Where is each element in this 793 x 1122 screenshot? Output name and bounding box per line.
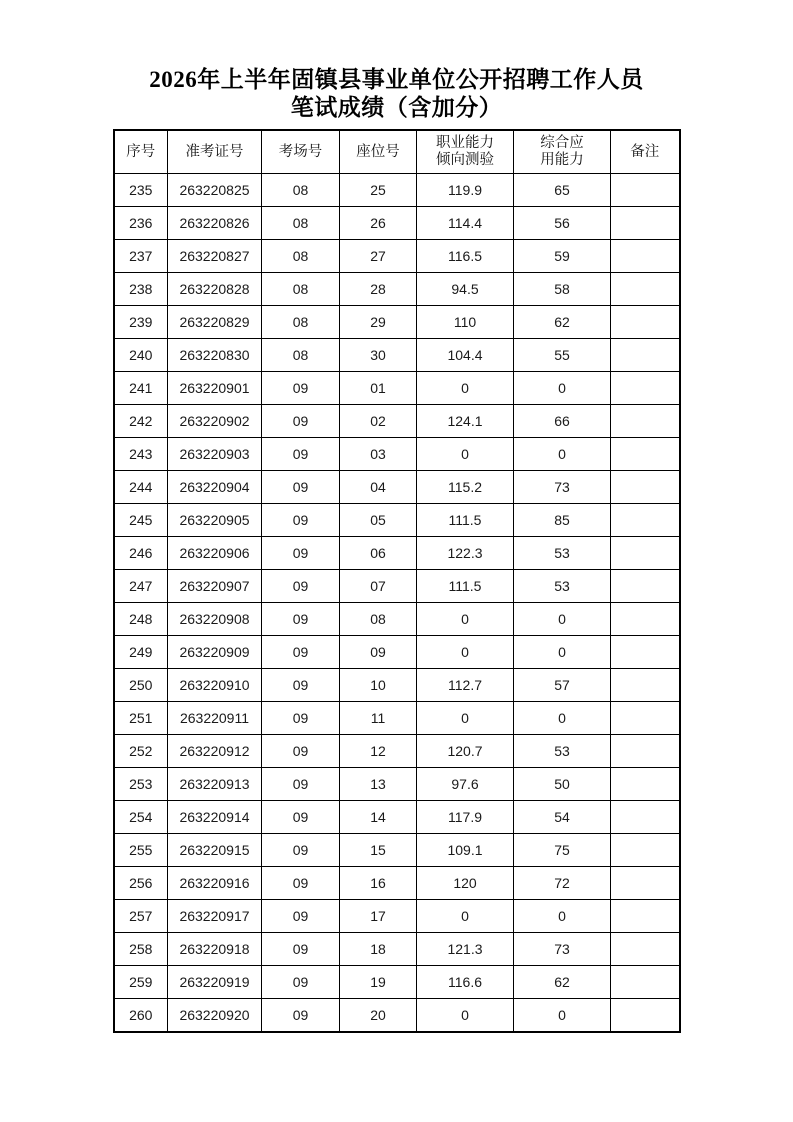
cell-occupational-aptitude-test: 97.6 bbox=[417, 768, 514, 801]
cell-exam-room-number: 09 bbox=[262, 636, 340, 669]
table-row bbox=[114, 174, 680, 207]
cell-admission-ticket-number: 263220903 bbox=[168, 438, 262, 471]
cell-exam-room-number: 09 bbox=[262, 372, 340, 405]
table-row bbox=[114, 636, 680, 669]
cell-serial-number: 242 bbox=[114, 405, 168, 438]
cell-serial-number: 244 bbox=[114, 471, 168, 504]
cell-comprehensive-application-ability: 56 bbox=[514, 207, 611, 240]
cell-occupational-aptitude-test: 116.5 bbox=[417, 240, 514, 273]
cell-seat-number: 05 bbox=[340, 504, 417, 537]
cell-comprehensive-application-ability: 0 bbox=[514, 438, 611, 471]
cell-serial-number: 239 bbox=[114, 306, 168, 339]
cell-comprehensive-application-ability: 66 bbox=[514, 405, 611, 438]
cell-remarks bbox=[611, 570, 680, 603]
cell-comprehensive-application-ability: 57 bbox=[514, 669, 611, 702]
cell-admission-ticket-number: 263220825 bbox=[168, 174, 262, 207]
cell-serial-number: 260 bbox=[114, 999, 168, 1033]
cell-seat-number: 15 bbox=[340, 834, 417, 867]
cell-comprehensive-application-ability: 54 bbox=[514, 801, 611, 834]
cell-serial-number: 246 bbox=[114, 537, 168, 570]
cell-exam-room-number: 08 bbox=[262, 174, 340, 207]
title-line-2: 笔试成绩（含加分） bbox=[290, 95, 503, 120]
title-line-1: 2026年上半年固镇县事业单位公开招聘工作人员 bbox=[149, 67, 644, 92]
cell-admission-ticket-number: 263220914 bbox=[168, 801, 262, 834]
cell-seat-number: 13 bbox=[340, 768, 417, 801]
cell-serial-number: 235 bbox=[114, 174, 168, 207]
cell-serial-number: 254 bbox=[114, 801, 168, 834]
table-row bbox=[114, 537, 680, 570]
cell-occupational-aptitude-test: 104.4 bbox=[417, 339, 514, 372]
cell-serial-number: 249 bbox=[114, 636, 168, 669]
cell-seat-number: 14 bbox=[340, 801, 417, 834]
cell-exam-room-number: 08 bbox=[262, 240, 340, 273]
cell-remarks bbox=[611, 999, 680, 1033]
cell-admission-ticket-number: 263220910 bbox=[168, 669, 262, 702]
table-row bbox=[114, 735, 680, 768]
cell-admission-ticket-number: 263220830 bbox=[168, 339, 262, 372]
cell-admission-ticket-number: 263220828 bbox=[168, 273, 262, 306]
cell-admission-ticket-number: 263220919 bbox=[168, 966, 262, 999]
cell-occupational-aptitude-test: 121.3 bbox=[417, 933, 514, 966]
cell-exam-room-number: 09 bbox=[262, 669, 340, 702]
cell-comprehensive-application-ability: 73 bbox=[514, 471, 611, 504]
cell-seat-number: 27 bbox=[340, 240, 417, 273]
cell-admission-ticket-number: 263220826 bbox=[168, 207, 262, 240]
table-row bbox=[114, 471, 680, 504]
cell-remarks bbox=[611, 372, 680, 405]
cell-admission-ticket-number: 263220905 bbox=[168, 504, 262, 537]
cell-occupational-aptitude-test: 111.5 bbox=[417, 504, 514, 537]
cell-serial-number: 255 bbox=[114, 834, 168, 867]
cell-remarks bbox=[611, 306, 680, 339]
cell-comprehensive-application-ability: 65 bbox=[514, 174, 611, 207]
cell-occupational-aptitude-test: 112.7 bbox=[417, 669, 514, 702]
cell-remarks bbox=[611, 339, 680, 372]
table-row bbox=[114, 834, 680, 867]
cell-comprehensive-application-ability: 53 bbox=[514, 537, 611, 570]
table-row bbox=[114, 603, 680, 636]
column-header-occupational-aptitude-test: 职业能力 倾向测验 bbox=[417, 130, 514, 174]
cell-comprehensive-application-ability: 85 bbox=[514, 504, 611, 537]
cell-serial-number: 236 bbox=[114, 207, 168, 240]
cell-seat-number: 16 bbox=[340, 867, 417, 900]
cell-comprehensive-application-ability: 0 bbox=[514, 603, 611, 636]
cell-occupational-aptitude-test: 0 bbox=[417, 900, 514, 933]
cell-exam-room-number: 09 bbox=[262, 834, 340, 867]
cell-serial-number: 238 bbox=[114, 273, 168, 306]
cell-seat-number: 29 bbox=[340, 306, 417, 339]
cell-serial-number: 251 bbox=[114, 702, 168, 735]
cell-comprehensive-application-ability: 53 bbox=[514, 570, 611, 603]
cell-seat-number: 10 bbox=[340, 669, 417, 702]
cell-comprehensive-application-ability: 62 bbox=[514, 306, 611, 339]
cell-exam-room-number: 09 bbox=[262, 900, 340, 933]
cell-admission-ticket-number: 263220906 bbox=[168, 537, 262, 570]
cell-seat-number: 17 bbox=[340, 900, 417, 933]
cell-seat-number: 07 bbox=[340, 570, 417, 603]
cell-seat-number: 19 bbox=[340, 966, 417, 999]
cell-comprehensive-application-ability: 75 bbox=[514, 834, 611, 867]
table-row bbox=[114, 867, 680, 900]
table-row bbox=[114, 438, 680, 471]
cell-remarks bbox=[611, 966, 680, 999]
cell-exam-room-number: 08 bbox=[262, 273, 340, 306]
cell-remarks bbox=[611, 669, 680, 702]
cell-exam-room-number: 09 bbox=[262, 570, 340, 603]
cell-serial-number: 243 bbox=[114, 438, 168, 471]
cell-seat-number: 02 bbox=[340, 405, 417, 438]
cell-serial-number: 258 bbox=[114, 933, 168, 966]
cell-exam-room-number: 09 bbox=[262, 504, 340, 537]
document-title bbox=[0, 0, 793, 122]
cell-remarks bbox=[611, 471, 680, 504]
cell-seat-number: 01 bbox=[340, 372, 417, 405]
cell-admission-ticket-number: 263220915 bbox=[168, 834, 262, 867]
cell-remarks bbox=[611, 504, 680, 537]
cell-admission-ticket-number: 263220916 bbox=[168, 867, 262, 900]
cell-occupational-aptitude-test: 0 bbox=[417, 372, 514, 405]
cell-admission-ticket-number: 263220827 bbox=[168, 240, 262, 273]
cell-exam-room-number: 09 bbox=[262, 801, 340, 834]
cell-comprehensive-application-ability: 0 bbox=[514, 702, 611, 735]
cell-exam-room-number: 09 bbox=[262, 537, 340, 570]
cell-occupational-aptitude-test: 115.2 bbox=[417, 471, 514, 504]
cell-occupational-aptitude-test: 0 bbox=[417, 636, 514, 669]
cell-remarks bbox=[611, 801, 680, 834]
cell-occupational-aptitude-test: 117.9 bbox=[417, 801, 514, 834]
cell-serial-number: 248 bbox=[114, 603, 168, 636]
cell-remarks bbox=[611, 207, 680, 240]
cell-comprehensive-application-ability: 53 bbox=[514, 735, 611, 768]
column-header-serial-number: 序号 bbox=[114, 130, 168, 174]
cell-comprehensive-application-ability: 0 bbox=[514, 372, 611, 405]
cell-exam-room-number: 08 bbox=[262, 306, 340, 339]
column-header-exam-room-number: 考场号 bbox=[262, 130, 340, 174]
table-row bbox=[114, 900, 680, 933]
cell-comprehensive-application-ability: 50 bbox=[514, 768, 611, 801]
score-table bbox=[113, 129, 681, 1033]
cell-admission-ticket-number: 263220904 bbox=[168, 471, 262, 504]
cell-admission-ticket-number: 263220912 bbox=[168, 735, 262, 768]
cell-seat-number: 26 bbox=[340, 207, 417, 240]
cell-serial-number: 245 bbox=[114, 504, 168, 537]
cell-comprehensive-application-ability: 55 bbox=[514, 339, 611, 372]
cell-admission-ticket-number: 263220909 bbox=[168, 636, 262, 669]
cell-occupational-aptitude-test: 0 bbox=[417, 702, 514, 735]
table-row bbox=[114, 966, 680, 999]
table-row bbox=[114, 273, 680, 306]
cell-serial-number: 247 bbox=[114, 570, 168, 603]
cell-serial-number: 240 bbox=[114, 339, 168, 372]
cell-remarks bbox=[611, 933, 680, 966]
column-header-seat-number: 座位号 bbox=[340, 130, 417, 174]
header-row bbox=[114, 130, 680, 174]
cell-remarks bbox=[611, 636, 680, 669]
cell-serial-number: 256 bbox=[114, 867, 168, 900]
column-header-comprehensive-application-ability: 综合应 用能力 bbox=[514, 130, 611, 174]
cell-occupational-aptitude-test: 0 bbox=[417, 999, 514, 1033]
cell-admission-ticket-number: 263220901 bbox=[168, 372, 262, 405]
cell-admission-ticket-number: 263220902 bbox=[168, 405, 262, 438]
cell-occupational-aptitude-test: 120.7 bbox=[417, 735, 514, 768]
cell-serial-number: 237 bbox=[114, 240, 168, 273]
table-body bbox=[114, 174, 680, 1033]
cell-occupational-aptitude-test: 111.5 bbox=[417, 570, 514, 603]
cell-admission-ticket-number: 263220918 bbox=[168, 933, 262, 966]
cell-serial-number: 253 bbox=[114, 768, 168, 801]
cell-occupational-aptitude-test: 114.4 bbox=[417, 207, 514, 240]
cell-remarks bbox=[611, 273, 680, 306]
table-row bbox=[114, 372, 680, 405]
cell-seat-number: 25 bbox=[340, 174, 417, 207]
cell-exam-room-number: 09 bbox=[262, 438, 340, 471]
cell-comprehensive-application-ability: 0 bbox=[514, 900, 611, 933]
cell-exam-room-number: 09 bbox=[262, 603, 340, 636]
cell-admission-ticket-number: 263220907 bbox=[168, 570, 262, 603]
cell-seat-number: 28 bbox=[340, 273, 417, 306]
cell-exam-room-number: 09 bbox=[262, 768, 340, 801]
cell-comprehensive-application-ability: 0 bbox=[514, 636, 611, 669]
cell-exam-room-number: 08 bbox=[262, 339, 340, 372]
table-row bbox=[114, 504, 680, 537]
cell-seat-number: 04 bbox=[340, 471, 417, 504]
cell-comprehensive-application-ability: 0 bbox=[514, 999, 611, 1033]
table-row bbox=[114, 306, 680, 339]
cell-remarks bbox=[611, 735, 680, 768]
cell-seat-number: 12 bbox=[340, 735, 417, 768]
cell-exam-room-number: 09 bbox=[262, 933, 340, 966]
cell-comprehensive-application-ability: 58 bbox=[514, 273, 611, 306]
cell-admission-ticket-number: 263220911 bbox=[168, 702, 262, 735]
cell-remarks bbox=[611, 603, 680, 636]
cell-serial-number: 250 bbox=[114, 669, 168, 702]
cell-exam-room-number: 09 bbox=[262, 702, 340, 735]
cell-seat-number: 20 bbox=[340, 999, 417, 1033]
cell-remarks bbox=[611, 867, 680, 900]
cell-occupational-aptitude-test: 124.1 bbox=[417, 405, 514, 438]
cell-seat-number: 03 bbox=[340, 438, 417, 471]
cell-comprehensive-application-ability: 72 bbox=[514, 867, 611, 900]
cell-occupational-aptitude-test: 0 bbox=[417, 438, 514, 471]
cell-comprehensive-application-ability: 62 bbox=[514, 966, 611, 999]
table-row bbox=[114, 570, 680, 603]
cell-serial-number: 241 bbox=[114, 372, 168, 405]
cell-comprehensive-application-ability: 59 bbox=[514, 240, 611, 273]
cell-remarks bbox=[611, 537, 680, 570]
cell-serial-number: 259 bbox=[114, 966, 168, 999]
table-row bbox=[114, 768, 680, 801]
cell-admission-ticket-number: 263220829 bbox=[168, 306, 262, 339]
cell-occupational-aptitude-test: 119.9 bbox=[417, 174, 514, 207]
cell-occupational-aptitude-test: 109.1 bbox=[417, 834, 514, 867]
cell-remarks bbox=[611, 438, 680, 471]
cell-exam-room-number: 09 bbox=[262, 966, 340, 999]
cell-occupational-aptitude-test: 0 bbox=[417, 603, 514, 636]
cell-seat-number: 11 bbox=[340, 702, 417, 735]
cell-comprehensive-application-ability: 73 bbox=[514, 933, 611, 966]
cell-remarks bbox=[611, 834, 680, 867]
cell-exam-room-number: 09 bbox=[262, 405, 340, 438]
cell-occupational-aptitude-test: 120 bbox=[417, 867, 514, 900]
table-row bbox=[114, 999, 680, 1033]
table-row bbox=[114, 339, 680, 372]
cell-admission-ticket-number: 263220920 bbox=[168, 999, 262, 1033]
cell-seat-number: 09 bbox=[340, 636, 417, 669]
cell-serial-number: 252 bbox=[114, 735, 168, 768]
cell-remarks bbox=[611, 768, 680, 801]
cell-remarks bbox=[611, 405, 680, 438]
cell-seat-number: 06 bbox=[340, 537, 417, 570]
column-header-admission-ticket-number: 准考证号 bbox=[168, 130, 262, 174]
cell-remarks bbox=[611, 900, 680, 933]
cell-admission-ticket-number: 263220917 bbox=[168, 900, 262, 933]
cell-seat-number: 30 bbox=[340, 339, 417, 372]
table-row bbox=[114, 207, 680, 240]
cell-occupational-aptitude-test: 110 bbox=[417, 306, 514, 339]
cell-serial-number: 257 bbox=[114, 900, 168, 933]
cell-exam-room-number: 08 bbox=[262, 207, 340, 240]
cell-remarks bbox=[611, 174, 680, 207]
cell-occupational-aptitude-test: 116.6 bbox=[417, 966, 514, 999]
table-row bbox=[114, 702, 680, 735]
cell-admission-ticket-number: 263220908 bbox=[168, 603, 262, 636]
cell-exam-room-number: 09 bbox=[262, 471, 340, 504]
cell-seat-number: 08 bbox=[340, 603, 417, 636]
table-row bbox=[114, 405, 680, 438]
table-row bbox=[114, 669, 680, 702]
cell-remarks bbox=[611, 240, 680, 273]
table-row bbox=[114, 240, 680, 273]
cell-occupational-aptitude-test: 122.3 bbox=[417, 537, 514, 570]
cell-admission-ticket-number: 263220913 bbox=[168, 768, 262, 801]
column-header-remarks: 备注 bbox=[611, 130, 680, 174]
cell-exam-room-number: 09 bbox=[262, 735, 340, 768]
table-row bbox=[114, 933, 680, 966]
cell-seat-number: 18 bbox=[340, 933, 417, 966]
cell-remarks bbox=[611, 702, 680, 735]
table-row bbox=[114, 801, 680, 834]
cell-occupational-aptitude-test: 94.5 bbox=[417, 273, 514, 306]
cell-exam-room-number: 09 bbox=[262, 999, 340, 1033]
cell-exam-room-number: 09 bbox=[262, 867, 340, 900]
